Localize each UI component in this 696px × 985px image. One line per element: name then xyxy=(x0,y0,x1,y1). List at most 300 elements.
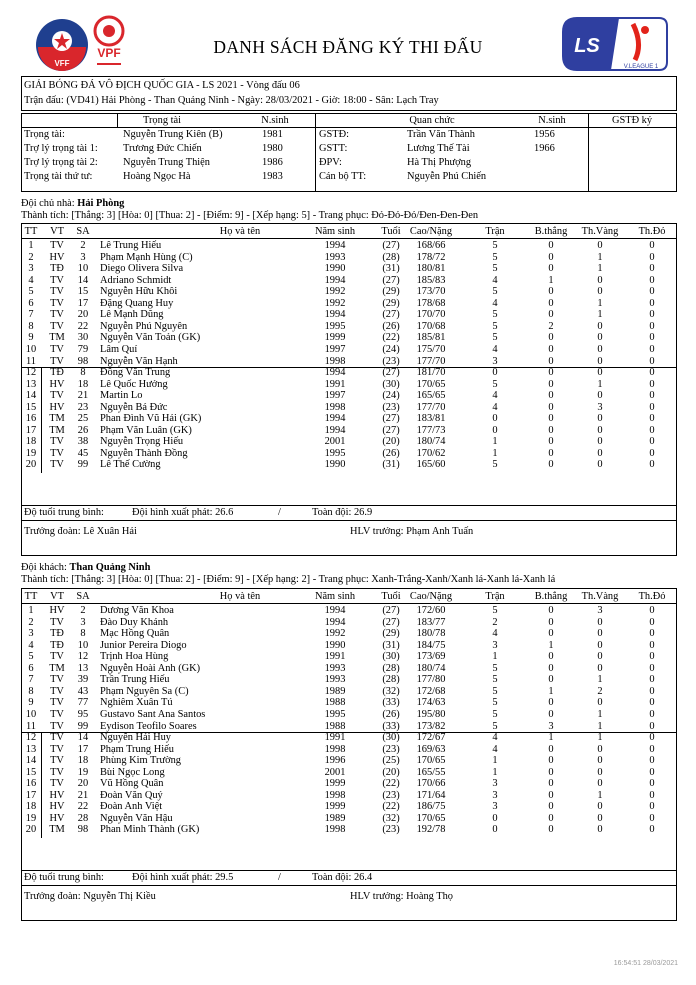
cell-vt: TV xyxy=(50,651,64,663)
cell-sa: 3 xyxy=(80,616,86,628)
cell-name: Nguyễn Hải Huy xyxy=(100,732,171,744)
cell-sa: 10 xyxy=(77,263,89,275)
cell-goals: 0 xyxy=(548,674,554,686)
cell-yellow: 0 xyxy=(597,240,603,251)
cell-birth-year: 1998 xyxy=(324,789,346,801)
cell-matches: 5 xyxy=(492,263,498,275)
svg-text:V.LEAGUE 1: V.LEAGUE 1 xyxy=(623,64,659,70)
cell-goals: 0 xyxy=(548,390,554,402)
cell-tt: 17 xyxy=(25,424,37,436)
cell-height-weight: 174/63 xyxy=(416,697,446,709)
cell-height-weight: 178/72 xyxy=(416,251,446,263)
player-row xyxy=(22,778,676,790)
cell-yellow: 0 xyxy=(597,459,603,471)
home-summary xyxy=(21,505,677,556)
cell-age: (31) xyxy=(382,263,400,275)
cell-yellow: 1 xyxy=(597,708,603,720)
cell-birth-year: 1994 xyxy=(324,309,346,321)
cell-goals: 0 xyxy=(548,708,554,720)
cell-sa: 19 xyxy=(77,766,89,778)
svg-text:VFF: VFF xyxy=(54,59,70,68)
away-record: Thành tích: [Thắng: 3] [Hòa: 0] [Thua: 2] - [Điểm: 9] - [Xếp hạng: 2] - Trang phục: Xanh-Trắng-Xanh/Xanh lá-Xanh lá-Xanh lá xyxy=(21,574,556,585)
cell-age: (29) xyxy=(382,297,400,309)
cell-matches: 5 xyxy=(492,605,498,616)
cell-name: Nguyễn Trọng Hiếu xyxy=(100,436,184,448)
cell-height-weight: 165/55 xyxy=(416,766,446,778)
cell-vt: TV xyxy=(50,778,64,790)
cell-red: 0 xyxy=(649,355,655,367)
cell-matches: 5 xyxy=(492,309,498,321)
cell-yellow: 0 xyxy=(597,343,603,355)
cell-birth-year: 2001 xyxy=(324,766,346,778)
cell-height-weight: 173/70 xyxy=(416,286,446,298)
cell-height-weight: 172/68 xyxy=(416,685,446,697)
header-nsinh-2: N.sinh xyxy=(538,115,566,126)
cell-tt: 2 xyxy=(28,616,34,628)
cell-age: (30) xyxy=(382,378,400,390)
home-record: Thành tích: [Thắng: 3] [Hòa: 0] [Thua: 2] - [Điểm: 9] - [Xếp hạng: 5] - Trang phục: Đỏ-Đỏ-Đỏ/Đen-Đen-Đen xyxy=(21,210,479,221)
print-timestamp: 16:54:51 28/03/2021 xyxy=(613,960,678,967)
cell-height-weight: 169/63 xyxy=(416,743,446,755)
cell-birth-year: 1997 xyxy=(324,390,346,402)
cell-yellow: 1 xyxy=(597,378,603,390)
cell-name: Martin Lo xyxy=(100,390,143,402)
cell-birth-year: 1991 xyxy=(324,378,346,390)
cell-matches: 0 xyxy=(492,424,498,436)
cell-tt: 20 xyxy=(25,459,37,471)
cell-matches: 5 xyxy=(492,240,498,251)
player-row xyxy=(22,663,676,675)
column-header: VT xyxy=(50,591,64,602)
cell-red: 0 xyxy=(649,263,655,275)
cell-matches: 3 xyxy=(492,639,498,651)
official-year: 1986 xyxy=(262,157,283,168)
cell-sa: 14 xyxy=(77,732,89,744)
cell-tt: 4 xyxy=(28,274,34,286)
cell-height-weight: 171/64 xyxy=(416,789,446,801)
cell-matches: 1 xyxy=(492,447,498,459)
cell-birth-year: 1990 xyxy=(324,263,346,275)
cell-name: Vũ Hồng Quân xyxy=(100,778,164,790)
cell-goals: 0 xyxy=(548,424,554,436)
cell-yellow: 0 xyxy=(597,801,603,813)
cell-red: 0 xyxy=(649,297,655,309)
cell-tt: 3 xyxy=(28,628,34,640)
cell-goals: 0 xyxy=(548,651,554,663)
official-role: Trọng tài: xyxy=(24,129,65,140)
cell-birth-year: 1995 xyxy=(324,708,346,720)
cell-goals: 3 xyxy=(548,720,554,732)
column-header: SA xyxy=(76,591,90,602)
cell-name: Trần Trung Hiếu xyxy=(100,674,170,686)
away-label: Đội khách: xyxy=(21,562,70,573)
away-team-name: Than Quảng Ninh xyxy=(69,562,151,573)
column-header: Họ và tên xyxy=(219,591,261,602)
cell-tt: 16 xyxy=(25,413,37,425)
cell-red: 0 xyxy=(649,309,655,321)
cell-red: 0 xyxy=(649,332,655,344)
cell-yellow: 0 xyxy=(597,447,603,459)
cell-goals: 0 xyxy=(548,343,554,355)
cell-height-weight: 178/68 xyxy=(416,297,446,309)
cell-sa: 18 xyxy=(77,378,89,390)
cell-vt: TV xyxy=(50,685,64,697)
cell-tt: 6 xyxy=(28,662,34,674)
cell-goals: 1 xyxy=(548,639,554,651)
cell-matches: 3 xyxy=(492,789,498,801)
cell-vt: TĐ xyxy=(50,628,64,640)
cell-goals: 0 xyxy=(548,789,554,801)
cell-height-weight: 170/66 xyxy=(416,778,446,790)
cell-tt: 16 xyxy=(25,778,37,790)
official-role: Trợ lý trọng tài 1: xyxy=(24,143,98,154)
cell-birth-year: 1994 xyxy=(324,424,346,436)
cell-sa: 20 xyxy=(77,309,89,321)
cell-sa: 22 xyxy=(77,801,89,813)
cell-goals: 0 xyxy=(548,778,554,790)
cell-goals: 0 xyxy=(548,355,554,367)
cell-yellow: 0 xyxy=(597,778,603,790)
cell-sa: 77 xyxy=(77,697,89,709)
official-name: Nguyễn Phú Chiến xyxy=(407,171,487,182)
cell-age: (30) xyxy=(382,732,400,744)
cell-name: Nguyễn Hoài Anh (GK) xyxy=(100,662,201,674)
cell-age: (24) xyxy=(382,390,400,402)
cell-age: (23) xyxy=(382,743,400,755)
player-row xyxy=(22,813,676,825)
cell-height-weight: 177/70 xyxy=(416,355,446,367)
cell-vt: TV xyxy=(50,720,64,732)
cell-name: Lâm Quí xyxy=(100,343,138,355)
cell-red: 0 xyxy=(649,755,655,767)
cell-vt: TĐ xyxy=(50,263,64,275)
player-row xyxy=(22,801,676,813)
cell-red: 0 xyxy=(649,401,655,413)
cell-birth-year: 1994 xyxy=(324,367,346,379)
cell-goals: 0 xyxy=(548,801,554,813)
cell-tt: 1 xyxy=(28,605,34,616)
cell-vt: TV xyxy=(50,766,64,778)
cell-birth-year: 1992 xyxy=(324,628,346,640)
cell-matches: 5 xyxy=(492,320,498,332)
column-header: TT xyxy=(24,226,38,237)
cell-goals: 0 xyxy=(548,628,554,640)
cell-red: 0 xyxy=(649,616,655,628)
cell-height-weight: 180/81 xyxy=(416,263,446,275)
official-year: 1956 xyxy=(534,129,555,140)
cell-tt: 14 xyxy=(25,390,37,402)
cell-name: Nguyễn Bá Đức xyxy=(100,401,168,413)
avg-age-label: Độ tuổi trung bình: xyxy=(24,507,104,518)
column-header: Trận xyxy=(485,226,505,237)
cell-name: Phạm Mạnh Hùng (C) xyxy=(100,251,193,263)
column-header: SA xyxy=(76,226,90,237)
cell-height-weight: 177/80 xyxy=(416,674,446,686)
player-row xyxy=(22,390,676,402)
column-header: Tuổi xyxy=(381,591,401,602)
official-role: GSTT: xyxy=(319,143,348,154)
cell-red: 0 xyxy=(649,378,655,390)
team-leader: Trưởng đoàn: Nguyễn Thị Kiều xyxy=(24,891,156,902)
cell-sa: 99 xyxy=(77,459,89,471)
cell-height-weight: 170/68 xyxy=(416,320,446,332)
cell-birth-year: 1999 xyxy=(324,332,346,344)
cell-age: (27) xyxy=(382,240,400,251)
cell-yellow: 0 xyxy=(597,697,603,709)
cell-vt: HV xyxy=(49,789,65,801)
cell-tt: 4 xyxy=(28,639,34,651)
header-gstd-sign: GSTĐ ký xyxy=(611,115,653,126)
cell-goals: 0 xyxy=(548,367,554,379)
cell-height-weight: 185/81 xyxy=(416,332,446,344)
cell-goals: 0 xyxy=(548,697,554,709)
cell-matches: 4 xyxy=(492,743,498,755)
cell-tt: 6 xyxy=(28,297,34,309)
cell-yellow: 1 xyxy=(597,674,603,686)
cell-yellow: 1 xyxy=(597,309,603,321)
cell-birth-year: 1995 xyxy=(324,320,346,332)
cell-age: (27) xyxy=(382,605,400,616)
cell-vt: TM xyxy=(49,662,65,674)
cell-birth-year: 1994 xyxy=(324,605,346,616)
cell-yellow: 0 xyxy=(597,743,603,755)
official-name: Hoàng Ngọc Hà xyxy=(123,171,191,182)
cell-tt: 5 xyxy=(28,286,34,298)
player-row xyxy=(22,286,676,298)
cell-sa: 21 xyxy=(77,390,89,402)
column-header: Năm sinh xyxy=(314,591,356,602)
cell-sa: 30 xyxy=(77,332,89,344)
cell-goals: 0 xyxy=(548,378,554,390)
cell-age: (27) xyxy=(382,616,400,628)
team-leader: Trưởng đoàn: Lê Xuân Hải xyxy=(24,526,137,537)
away-player-table xyxy=(21,588,677,871)
cell-tt: 10 xyxy=(25,708,37,720)
cell-goals: 1 xyxy=(548,732,554,744)
cell-height-weight: 170/62 xyxy=(416,447,446,459)
cell-matches: 5 xyxy=(492,332,498,344)
official-year: 1980 xyxy=(262,143,283,154)
cell-vt: TV xyxy=(50,459,64,471)
cell-vt: TV xyxy=(50,616,64,628)
cell-height-weight: 195/80 xyxy=(416,708,446,720)
avg-age-team: Toàn đội: 26.9 xyxy=(312,507,373,518)
cell-red: 0 xyxy=(649,766,655,778)
player-row xyxy=(22,640,676,652)
cell-goals: 0 xyxy=(548,436,554,448)
cell-tt: 20 xyxy=(25,824,37,836)
cell-tt: 19 xyxy=(25,812,37,824)
cell-tt: 17 xyxy=(25,789,37,801)
cell-vt: TV xyxy=(50,447,64,459)
official-name: Trương Đức Chiến xyxy=(123,143,202,154)
player-row xyxy=(22,298,676,310)
cell-red: 0 xyxy=(649,789,655,801)
cell-name: Đồng Văn Trung xyxy=(100,367,171,379)
cell-name: Lê Thế Cường xyxy=(100,459,161,471)
cell-sa: 39 xyxy=(77,674,89,686)
cell-goals: 0 xyxy=(548,251,554,263)
cell-sa: 8 xyxy=(80,628,86,640)
cell-tt: 2 xyxy=(28,251,34,263)
cell-sa: 26 xyxy=(77,424,89,436)
cell-yellow: 0 xyxy=(597,662,603,674)
cell-vt: TV xyxy=(50,240,64,251)
cell-yellow: 0 xyxy=(597,286,603,298)
cell-name: Nguyễn Văn Hậu xyxy=(100,812,173,824)
player-row xyxy=(22,721,676,733)
cell-tt: 1 xyxy=(28,240,34,251)
cell-sa: 22 xyxy=(77,320,89,332)
cell-matches: 5 xyxy=(492,459,498,471)
player-row xyxy=(22,425,676,437)
cell-sa: 98 xyxy=(77,355,89,367)
cell-age: (26) xyxy=(382,320,400,332)
svg-text:VPF: VPF xyxy=(97,46,121,60)
cell-red: 0 xyxy=(649,743,655,755)
cell-matches: 1 xyxy=(492,436,498,448)
cell-matches: 5 xyxy=(492,674,498,686)
cell-red: 0 xyxy=(649,812,655,824)
cell-matches: 5 xyxy=(492,697,498,709)
cell-age: (23) xyxy=(382,824,400,836)
column-header: B.thắng xyxy=(534,591,568,602)
cell-sa: 79 xyxy=(77,343,89,355)
cell-yellow: 1 xyxy=(597,789,603,801)
cell-tt: 15 xyxy=(25,766,37,778)
cell-vt: TM xyxy=(49,413,65,425)
cell-goals: 0 xyxy=(548,662,554,674)
official-role: GSTĐ: xyxy=(319,129,350,140)
cell-yellow: 0 xyxy=(597,436,603,448)
cell-sa: 12 xyxy=(77,651,89,663)
cell-birth-year: 1994 xyxy=(324,413,346,425)
cell-red: 0 xyxy=(649,697,655,709)
cell-name: Đoàn Văn Quý xyxy=(100,789,163,801)
cell-yellow: 3 xyxy=(597,605,603,616)
cell-red: 0 xyxy=(649,240,655,251)
cell-age: (26) xyxy=(382,708,400,720)
cell-sa: 2 xyxy=(80,240,86,251)
cell-name: Lê Quốc Hưởng xyxy=(100,378,168,390)
cell-name: Đặng Quang Huy xyxy=(100,297,174,309)
home-label: Đội chủ nhà: xyxy=(21,198,78,209)
cell-name: Lê Mạnh Dũng xyxy=(100,309,164,321)
cell-age: (27) xyxy=(382,309,400,321)
cell-age: (27) xyxy=(382,424,400,436)
cell-vt: TV xyxy=(50,674,64,686)
header-referee: Trọng tài xyxy=(142,115,181,126)
cell-name: Phạm Văn Luân (GK) xyxy=(100,424,192,436)
player-row xyxy=(22,628,676,640)
avg-slash: / xyxy=(278,872,281,883)
cell-age: (32) xyxy=(382,685,400,697)
cell-birth-year: 1994 xyxy=(324,274,346,286)
cell-birth-year: 1993 xyxy=(324,674,346,686)
cell-name: Nguyễn Hữu Khôi xyxy=(100,286,178,298)
cell-vt: TV xyxy=(50,355,64,367)
player-row xyxy=(22,252,676,264)
cell-vt: HV xyxy=(49,605,65,616)
column-header: B.thắng xyxy=(534,226,568,237)
cell-birth-year: 1991 xyxy=(324,651,346,663)
cell-red: 0 xyxy=(649,639,655,651)
column-header: Th.Đỏ xyxy=(638,226,666,237)
svg-text:LS: LS xyxy=(574,35,600,57)
cell-red: 0 xyxy=(649,447,655,459)
cell-age: (28) xyxy=(382,674,400,686)
cell-tt: 12 xyxy=(25,732,37,744)
player-row xyxy=(22,332,676,344)
cell-matches: 0 xyxy=(492,824,498,836)
cell-birth-year: 2001 xyxy=(324,436,346,448)
cell-sa: 23 xyxy=(77,401,89,413)
player-row xyxy=(22,709,676,721)
cell-tt: 8 xyxy=(28,685,34,697)
cell-tt: 8 xyxy=(28,320,34,332)
cell-yellow: 0 xyxy=(597,367,603,379)
cell-height-weight: 183/77 xyxy=(416,616,446,628)
cell-matches: 0 xyxy=(492,413,498,425)
cell-tt: 3 xyxy=(28,263,34,275)
player-row xyxy=(22,674,676,686)
player-row xyxy=(22,413,676,425)
cell-name: Diego Olivera Silva xyxy=(100,263,184,275)
cell-red: 0 xyxy=(649,286,655,298)
column-header: Họ và tên xyxy=(219,226,261,237)
cell-name: Phùng Kim Trường xyxy=(100,755,181,767)
player-row xyxy=(22,436,676,448)
cell-yellow: 0 xyxy=(597,355,603,367)
cell-red: 0 xyxy=(649,390,655,402)
cell-vt: TĐ xyxy=(50,367,64,379)
cell-age: (28) xyxy=(382,251,400,263)
cell-matches: 3 xyxy=(492,778,498,790)
cell-name: Phạm Nguyên Sa (C) xyxy=(100,685,189,697)
cell-height-weight: 180/78 xyxy=(416,628,446,640)
cell-birth-year: 1989 xyxy=(324,685,346,697)
cell-sa: 38 xyxy=(77,436,89,448)
cell-goals: 1 xyxy=(548,685,554,697)
cell-name: Dương Văn Khoa xyxy=(100,605,174,616)
cell-vt: HV xyxy=(49,401,65,413)
cell-matches: 2 xyxy=(492,616,498,628)
cell-age: (31) xyxy=(382,459,400,471)
official-year: 1981 xyxy=(262,129,283,140)
cell-birth-year: 1989 xyxy=(324,812,346,824)
cell-matches: 1 xyxy=(492,651,498,663)
cell-age: (22) xyxy=(382,778,400,790)
cell-goals: 0 xyxy=(548,447,554,459)
player-row xyxy=(22,321,676,333)
cell-matches: 4 xyxy=(492,343,498,355)
home-team-name: Hải Phòng xyxy=(77,198,125,209)
cell-red: 0 xyxy=(649,251,655,263)
cell-matches: 4 xyxy=(492,274,498,286)
cell-tt: 7 xyxy=(28,309,34,321)
cell-age: (27) xyxy=(382,413,400,425)
cell-name: Nguyễn Văn Toản (GK) xyxy=(100,332,201,344)
cell-sa: 13 xyxy=(77,662,89,674)
cell-goals: 0 xyxy=(548,812,554,824)
cell-name: Adriano Schmidt xyxy=(100,274,172,286)
cell-name: Nghiêm Xuân Tú xyxy=(100,697,173,709)
cell-sa: 3 xyxy=(80,251,86,263)
cell-height-weight: 175/70 xyxy=(416,343,446,355)
cell-yellow: 0 xyxy=(597,332,603,344)
player-row xyxy=(22,367,676,379)
cell-vt: HV xyxy=(49,812,65,824)
